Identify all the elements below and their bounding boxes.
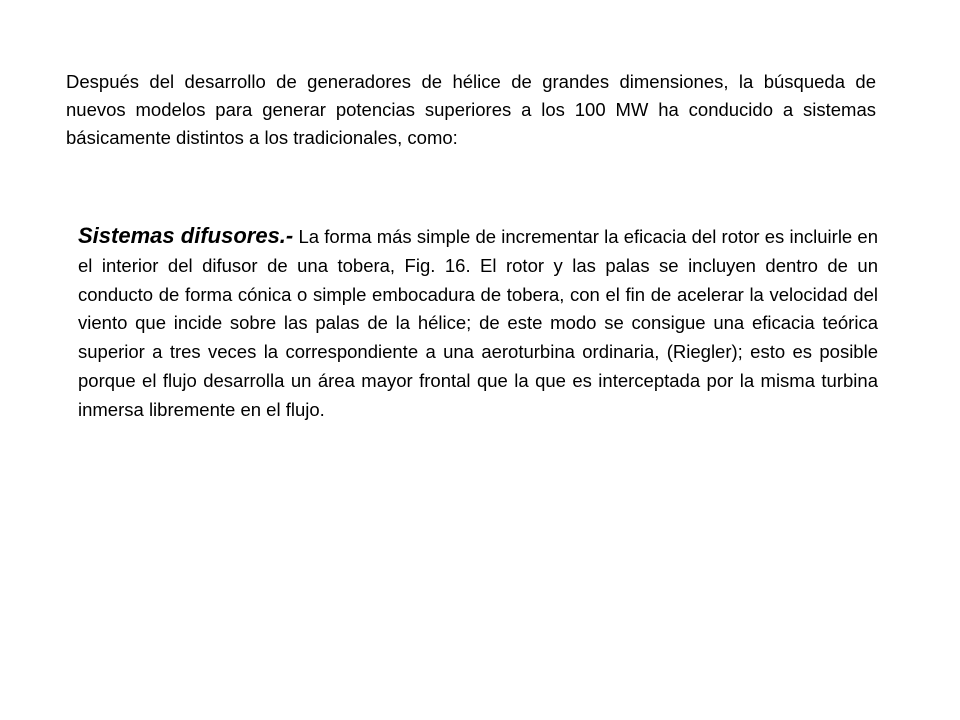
section-title: Sistemas difusores.- [78, 223, 294, 248]
section-paragraph [78, 222, 878, 425]
intro-paragraph: Después del desarrollo de generadores de hélice de grandes dimensiones, la búsqueda de nuevos modelos para generar potencias superiores a los 100 MW ha conducido a sistemas básicamente distintos a los tradicionales, como: [66, 71, 876, 148]
section-body: La forma más simple de incrementar la eficacia del rotor es incluirle en el interior del difusor de una tobera, Fig. 16. El rotor y las palas se incluyen dentro de un conducto de forma cónica o simple embocadura de tobera, con el fin de acelerar la velocidad del viento que incide sobre las palas de la hélice; de este modo se consigue una eficacia teórica superior a tres veces la correspondiente a una aeroturbina ordinaria, (Riegler); esto es posible porque el flujo desarrolla un área mayor frontal que la que es interceptada por la misma turbina inmersa libremente en el flujo. [78, 226, 878, 420]
